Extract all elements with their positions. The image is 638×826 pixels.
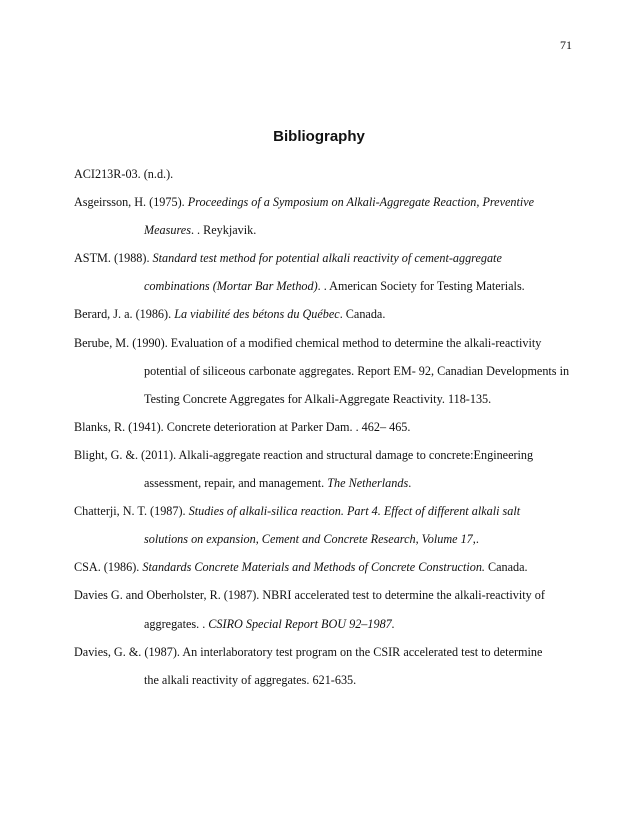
bibliography-entry — [74, 244, 574, 300]
bibliography-entry — [74, 441, 574, 497]
entry-text: . . Reykjavik. — [190, 223, 257, 238]
entry-line — [74, 441, 574, 469]
entry-text: Testing Concrete Aggregates for Alkali-Aggregate Reactivity. 118-135. — [144, 391, 492, 406]
entry-text: . . American Society for Testing Materials. — [317, 279, 525, 294]
entry-line — [109, 666, 574, 694]
entry-line — [74, 244, 574, 272]
bibliography-entry — [74, 581, 574, 637]
entry-line — [74, 497, 574, 525]
entry-italic-text: combinations (Mortar Bar Method) — [144, 279, 318, 294]
entry-line — [109, 357, 574, 385]
entry-text: Chatterji, N. T. (1987). — [74, 504, 189, 519]
page-title: Bibliography — [273, 128, 365, 145]
entry-text: Blight, G. &. (2011). Alkali-aggregate reaction and structural damage to concrete:Engineering — [74, 447, 534, 462]
page-number: 71 — [560, 38, 572, 52]
entry-line — [74, 581, 574, 609]
entry-italic-text: Measures — [144, 223, 191, 238]
bibliography-list — [74, 160, 574, 694]
entry-line — [109, 469, 574, 497]
entry-text: Davies, G. &. (1987). An interlaboratory test program on the CSIR accelerated test to determine — [74, 644, 543, 659]
entry-line — [74, 300, 574, 328]
bibliography-entry — [74, 160, 574, 188]
entry-italic-text: Proceedings of a Symposium on Alkali-Aggregate Reaction, Preventive — [187, 195, 535, 210]
entry-line — [74, 413, 574, 441]
bibliography-entry — [74, 638, 574, 694]
entry-line — [74, 188, 574, 216]
entry-line — [74, 160, 574, 188]
entry-text: Davies G. and Oberholster, R. (1987). NBRI accelerated test to determine the alkali-reactivity of — [74, 588, 545, 603]
entry-text: Blanks, R. (1941). Concrete deterioration at Parker Dam. . 462– 465. — [74, 419, 411, 434]
entry-text: the alkali reactivity of aggregates. 621-635. — [144, 672, 357, 687]
entry-line — [109, 525, 574, 553]
bibliography-entry — [74, 497, 574, 553]
entry-line — [109, 385, 574, 413]
entry-line — [109, 216, 574, 244]
entry-italic-text: CSIRO Special Report BOU 92–1987. — [208, 616, 395, 631]
entry-italic-text: solutions on expansion, Cement and Concrete Research, Volume 17, — [144, 532, 476, 547]
entry-text: . — [408, 476, 412, 491]
entry-line — [74, 329, 574, 357]
bibliography-entry — [74, 329, 574, 413]
bibliography-entry — [74, 553, 574, 581]
entry-text: potential of siliceous carbonate aggregates. Report EM- 92, Canadian Developments in — [144, 363, 570, 378]
bibliography-entry — [74, 188, 574, 244]
entry-text: . Canada. — [339, 307, 386, 322]
entry-italic-text: Standards Concrete Materials and Methods of Concrete Construction. — [142, 560, 485, 575]
entry-text: Asgeirsson, H. (1975). — [74, 195, 188, 210]
entry-text: CSA. (1986). — [74, 560, 143, 575]
entry-text: Canada. — [484, 560, 528, 575]
entry-italic-text: La viabilité des bétons du Québec — [174, 307, 340, 322]
entry-line — [109, 610, 574, 638]
entry-text: Berube, M. (1990). Evaluation of a modified chemical method to determine the alkali-reactivity — [74, 335, 542, 350]
entry-text: ACI213R-03. (n.d.). — [74, 167, 174, 181]
bibliography-entry — [74, 413, 574, 441]
entry-text: assessment, repair, and management. — [144, 476, 328, 491]
entry-italic-text: Standard test method for potential alkali reactivity of cement-aggregate — [152, 251, 502, 266]
entry-line — [74, 553, 574, 581]
bibliography-entry — [74, 300, 574, 328]
entry-italic-text: The Netherlands — [327, 476, 409, 491]
entry-text: ASTM. (1988). — [74, 251, 153, 266]
entry-line — [109, 272, 574, 300]
entry-italic-text: Studies of alkali-silica reaction. Part 4. Effect of different alkali salt — [188, 504, 521, 519]
entry-text: Berard, J. a. (1986). — [74, 307, 175, 322]
entry-line — [74, 638, 574, 666]
entry-text: . — [475, 532, 479, 547]
entry-text: aggregates. . — [144, 616, 209, 631]
